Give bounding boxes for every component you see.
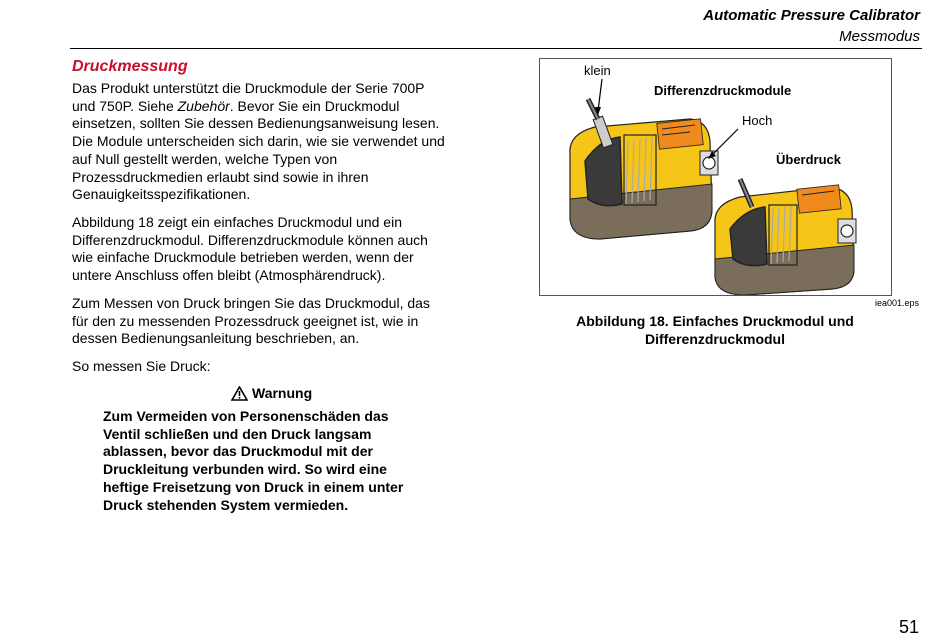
- text-line: . Bevor Sie ein Druckmodul: [229, 97, 400, 114]
- differential-module-illustration: [570, 99, 718, 239]
- figure-pressure-modules: [539, 58, 892, 296]
- warning-heading-text: Warnung: [252, 385, 313, 401]
- text-line: für den zu messenden Prozessdruck geeignet ist, wie in: [72, 312, 419, 329]
- text-line: Genauigkeitsspezifikationen.: [72, 186, 251, 203]
- text-line: Prozessdruckmedien erlaubt sind sowie in ihren: [72, 168, 369, 185]
- text-line: Ventil schließen und den Druck langsam: [103, 425, 372, 442]
- text-line: heftige Freisetzung von Druck in einem unter: [103, 478, 404, 495]
- paragraph-intro: [72, 80, 482, 204]
- text-line: Das Produkt unterstützt die Druckmodule der Serie 700P: [72, 80, 425, 96]
- caption-line: Abbildung 18. Einfaches Druckmodul und: [576, 313, 854, 329]
- caption-line: Differenzdruckmodul: [644, 330, 785, 347]
- label-klein: klein: [584, 63, 611, 78]
- header-subtitle: Messmodus: [839, 28, 920, 45]
- warning-heading: [231, 385, 312, 401]
- paragraph-figure-description: [72, 214, 482, 285]
- text-line: auf Null gestellt werden, welche Typen von: [72, 150, 338, 167]
- figure-file-id: iea001.eps: [874, 298, 919, 308]
- warning-triangle-icon: [231, 386, 248, 401]
- text-line: Differenzdruckmodul. Differenzdruckmodule können auch: [72, 231, 428, 248]
- paragraph-procedure-intro: So messen Sie Druck:: [72, 358, 211, 374]
- page-number: 51: [898, 617, 919, 637]
- leader-klein: [598, 79, 602, 111]
- text-line: untere Anschluss offen bleibt (Atmosphärendruck).: [72, 267, 386, 284]
- leader-hoch: [712, 129, 738, 155]
- section-title: Druckmessung: [72, 58, 188, 75]
- text-line: dessen Bedienungsanleitung beschrieben, an.: [72, 330, 360, 347]
- text-line: ablassen, bevor das Druckmodul mit der: [103, 443, 373, 460]
- warning-text: [103, 408, 453, 514]
- accessory-reference: Zubehör: [177, 97, 230, 114]
- text-line: Zum Messen von Druck bringen Sie das Druckmodul, das: [72, 295, 430, 311]
- gauge-module-illustration: [715, 179, 856, 295]
- text-line: einsetzen, sollten Sie dessen Bedienungsanweisung lesen.: [72, 115, 440, 132]
- figure-caption: [540, 313, 890, 348]
- text-line: Die Module unterscheiden sich darin, wie sie verwendet und: [72, 133, 445, 150]
- header-rule: [70, 48, 922, 49]
- text-line: wie einfache Druckmodule betrieben werden, wenn der: [72, 249, 414, 266]
- text-line: Druckleitung verbunden wird. So wird eine: [103, 461, 387, 478]
- label-gauge-module: Überdruck: [776, 152, 842, 167]
- header-title: Automatic Pressure Calibrator: [703, 7, 920, 24]
- paragraph-measure: [72, 295, 482, 348]
- label-differential-module: Differenzdruckmodule: [654, 83, 792, 98]
- text-line: Abbildung 18 zeigt ein einfaches Druckmodul und ein: [72, 214, 402, 230]
- text-line: und 750P. Siehe: [72, 97, 178, 114]
- text-line: Druck stehenden System vermieden.: [103, 496, 349, 513]
- label-hoch: Hoch: [742, 113, 773, 128]
- text-line: Zum Vermeiden von Personenschäden das: [103, 408, 389, 424]
